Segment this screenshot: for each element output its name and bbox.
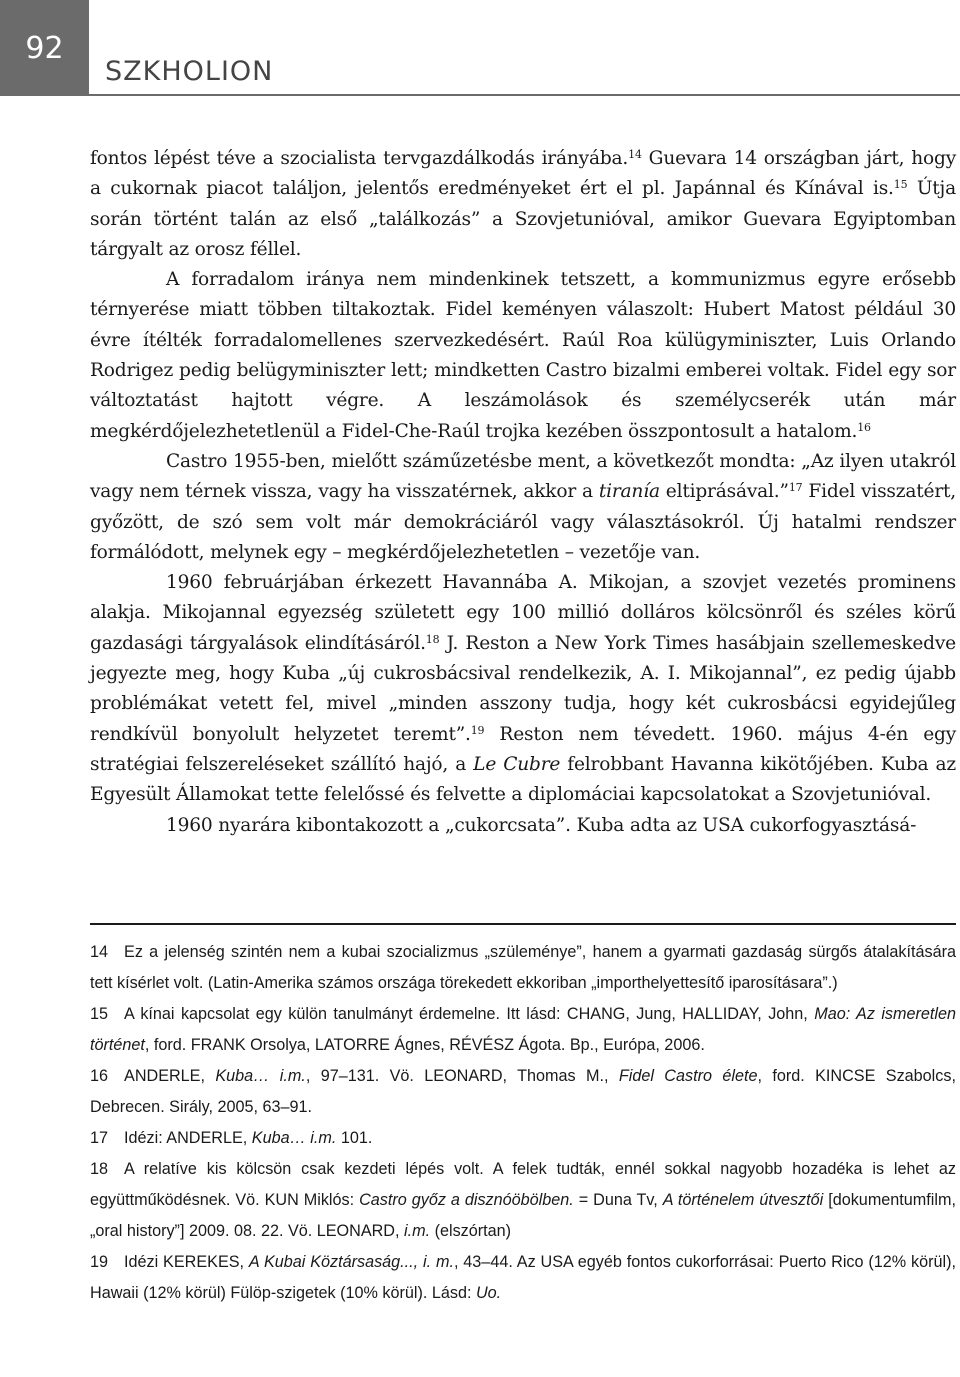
page-number: 92 — [0, 0, 89, 96]
footnote-16: 16 ANDERLE, Kuba… i.m., 97–131. Vö. LEONARD, Thomas M., Fidel Castro élete, ford. KINCSE Szabolcs, Debrecen. Sirály, 2005, 63–91. — [90, 1067, 956, 1116]
paragraph-2: A forradalom iránya nem mindenkinek tetszett, a kommunizmus egyre erősebb térnyerése miatt többen tiltakoztak. Fidel keményen válaszolt: Hubert Matost például 30 évre ítélték forradalomellenes szervezkedésért. Raúl Roa külügyminiszter, Luis Orlando Rodrigez pedig belügyminiszter lett; mindketten Castro bizalmi emberei voltak. Fidel egy sor változtatást hajtott végre. A leszámolások és személycserék után már megkérdőjelezhetetlenül a Fidel-Che-Raúl trojka kezében összpontosult a hatalom.$^{16}$ — [90, 269, 956, 442]
footnote-ref-17[interactable]: 17 — [788, 481, 803, 495]
paragraph-3: Castro 1955-ben, mielőtt száműzetésbe ment, a következőt mondta: „Az ilyen utakról vagy nem térnek vissza, vagy ha visszatérnek, akkor a tiranía eltiprásával.”$^{17}$ Fidel visszatért, győzött, de szó sem volt már demokráciáról vagy választásokról. Új hatalmi rendszer formálódott, melynek egy – megkérdőjelezhetetlen – vezetője van. — [90, 450, 956, 563]
footnote-separator — [90, 923, 956, 925]
main-text — [90, 144, 956, 841]
footnote-ref-15[interactable]: 15 — [893, 178, 908, 192]
paragraph-5: 1960 nyarára kibontakozott a „cukorcsata”. Kuba adta az USA cukorfogyasztásá- — [166, 814, 917, 836]
footnote-19: 19 Idézi KEREKES, A Kubai Köztársaság..., i. m., 43–44. Az USA egyéb fontos cukorforrásai: Puerto Rico (12% körül), Hawaii (12% körül) Fülöp-szigetek (10% körül). Lásd: Uo. — [90, 1253, 956, 1302]
footnotes — [90, 937, 956, 1309]
paragraph-4: 1960 februárjában érkezett Havannába A. Mikojan, a szovjet vezetés prominens alakja. Mikojannal egyezség született egy 100 millió dolláros kölcsönről és széles körű gazdasági tárgyalások elindításáról.$^{18}$ J. Reston a New York Times hasábjain szellemeskedve jegyezte meg, hogy Kuba „új cukrosbácsival rendelkezik, A. I. Mikojannal”, ez pedig újabb problémákat vetett fel, mivel „minden asszony tudja, hogy két cukrosbácsi egyidejűleg rendkívül bonyolult helyzetet teremt”.$^{19}$ Reston nem tévedett. 1960. május 4-én egy stratégiai felszereléseket szállító hajó, a Le Cubre felrobbant Havanna kikötőjében. Kuba az Egyesült Államokat tette felelőssé és felvette a diplomáciai kapcsolatokat a Szovjetunióval. — [90, 572, 957, 806]
footnote-14: 14 Ez a jelenség szintén nem a kubai szocializmus „szüleménye”, hanem a gyarmati gazdaság sürgős átalakítására tett kísérlet volt. (Latin-Amerika számos országa törekedett ekkoriban „importhelyettesítő iparosításara”.) — [90, 943, 956, 992]
footnote-15: 15 A kínai kapcsolat egy külön tanulmányt érdemelne. Itt lásd: CHANG, Jung, HALLIDAY, John, Mao: Az ismeretlen történet, ford. FRANK Orsolya, LATORRE Ágnes, RÉVÉSZ Ágota. Bp., Európa, 2006. — [90, 1005, 956, 1054]
header-rule — [89, 94, 960, 96]
footnote-ref-14[interactable]: 14 — [628, 148, 642, 161]
footnote-17: 17 Idézi: ANDERLE, Kuba… i.m. 101. — [90, 1129, 373, 1147]
footnote-ref-16[interactable]: 16 — [857, 420, 871, 434]
running-title: SZKHOLION — [105, 56, 274, 87]
footnote-ref-19[interactable]: 19 — [470, 723, 485, 737]
paragraph-1: fontos lépést téve a szocialista tervgazdálkodás irányába.$^{14}$ Guevara 14 országban járt, hogy a cukornak piacot találjon, jelentős eredményeket ért el pl. Japánnal és Kínával is.$^{15}$ Útja során történt talán az első „találkozás” a Szovjetunióval, amikor Guevara Egyiptomban tárgyalt az orosz féllel. — [90, 148, 957, 260]
footnote-ref-18[interactable]: 18 — [425, 632, 440, 646]
footnote-18: 18 A relatíve kis kölcsön csak kezdeti lépés volt. A felek tudták, ennél sokkal nagyobb hozadéka is lehet az együttműködésnek. Vö. KUN Miklós: Castro győz a disznóöbölben. = Duna Tv, A történelem útvesztői [dokumentumfilm, „oral history”] 2009. 08. 22. Vö. LEONARD, i.m. (elszórtan) — [90, 1160, 956, 1240]
